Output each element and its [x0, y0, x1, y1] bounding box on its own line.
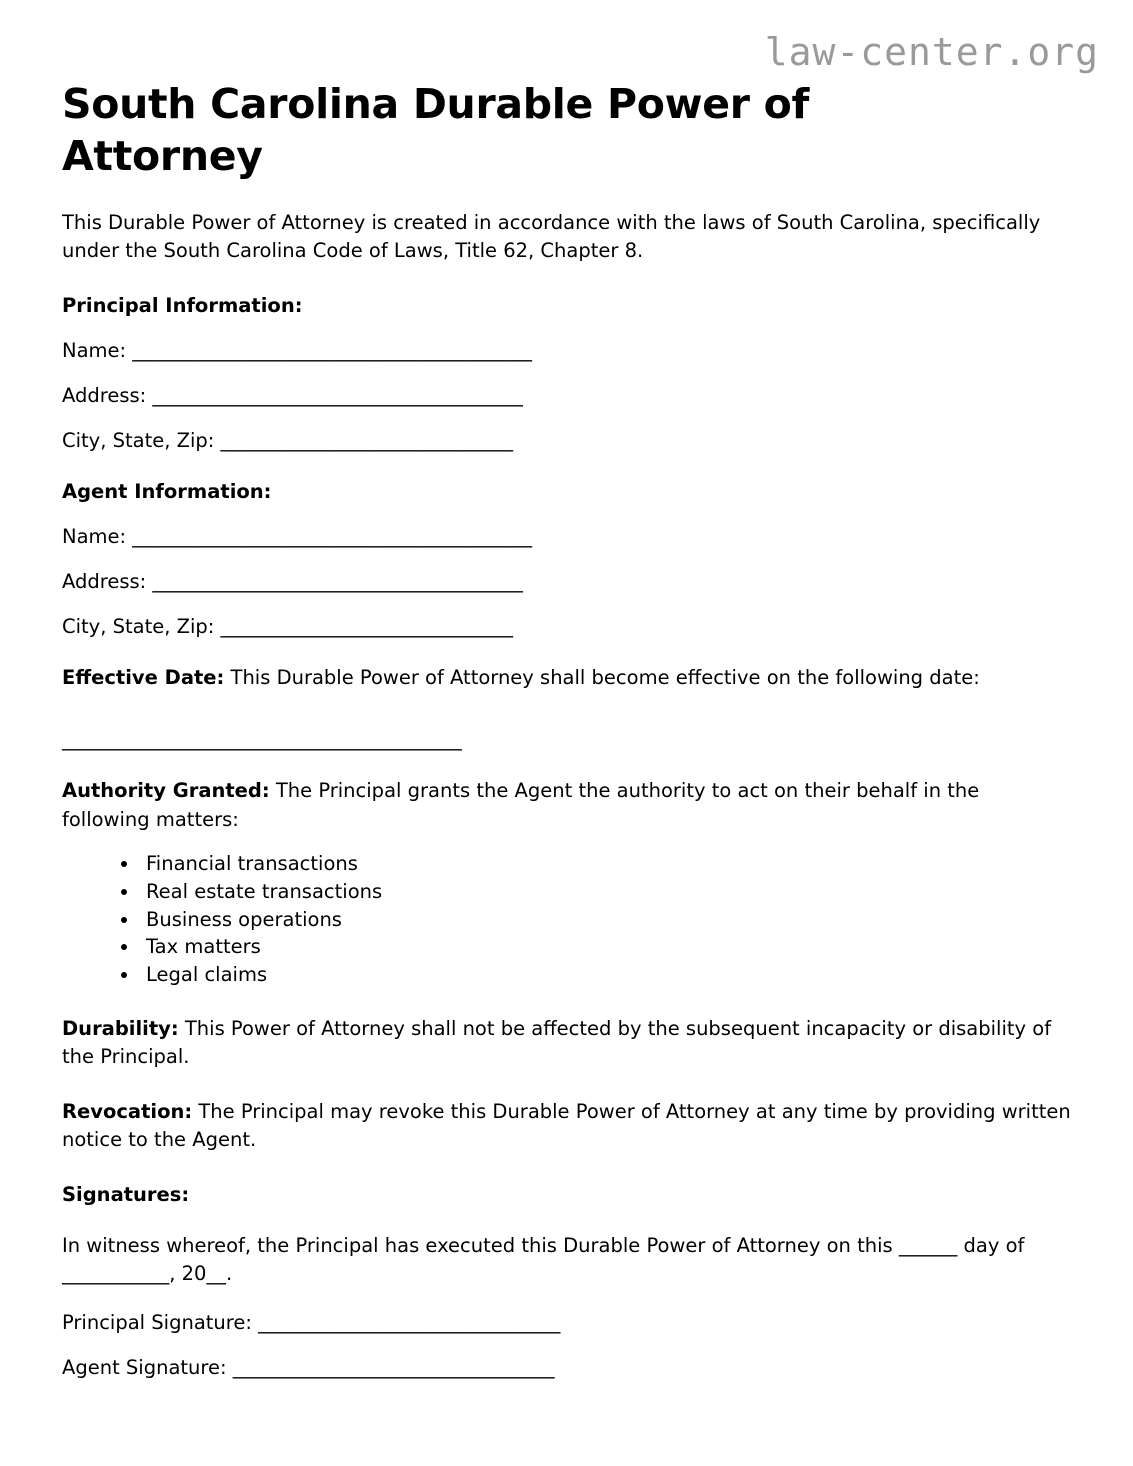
list-item: • Legal claims	[140, 961, 1071, 989]
list-item: • Business operations	[140, 906, 1071, 934]
list-item: • Tax matters	[140, 933, 1071, 961]
principal-address-field: Address: ______________________________________	[62, 383, 523, 407]
principal-signature-field: Principal Signature: _______________________________	[62, 1310, 561, 1334]
witness-paragraph: In witness whereof, the Principal has executed this Durable Power of Attorney on this ______ day of ___________, 20__.	[62, 1233, 1025, 1286]
agent-signature-field: Agent Signature: _________________________________	[62, 1355, 555, 1379]
signatures-heading: Signatures:	[62, 1182, 190, 1206]
intro-paragraph: This Durable Power of Attorney is created in accordance with the laws of South Carolina, specifically under the South Carolina Code of Laws, Title 62, Chapter 8.	[62, 210, 1041, 263]
list-item: • Financial transactions	[140, 850, 1071, 878]
agent-city-state-zip-field: City, State, Zip: ______________________________	[62, 614, 514, 638]
authority-matters-list	[62, 850, 1071, 988]
revocation-label: Revocation:	[62, 1099, 193, 1123]
effective-date-text: This Durable Power of Attorney shall become effective on the following date:	[224, 665, 980, 689]
authority-granted-label: Authority Granted:	[62, 779, 270, 803]
authority-granted-paragraph	[62, 777, 1071, 834]
durability-label: Durability:	[62, 1016, 179, 1040]
durability-text: This Power of Attorney shall not be affected by the subsequent incapacity or disability of the Principal.	[62, 1016, 1052, 1069]
agent-name-field: Name: _________________________________________	[62, 524, 533, 548]
site-watermark: law-center.org	[764, 30, 1099, 74]
principal-city-state-zip-field: City, State, Zip: ______________________________	[62, 428, 514, 452]
effective-date-label: Effective Date:	[62, 665, 225, 689]
agent-address-field: Address: ______________________________________	[62, 569, 523, 593]
revocation-paragraph	[62, 1098, 1071, 1155]
effective-date-paragraph	[62, 664, 1071, 692]
page-title: South Carolina Durable Power of Attorney	[62, 80, 810, 181]
list-item: • Real estate transactions	[140, 878, 1071, 906]
agent-information-heading: Agent Information:	[62, 479, 272, 503]
revocation-text: The Principal may revoke this Durable Power of Attorney at any time by providing written notice to the Agent.	[62, 1099, 1071, 1152]
effective-date-blank: _________________________________________	[62, 728, 462, 752]
authority-granted-text: The Principal grants the Agent the authority to act on their behalf in the following matters:	[62, 779, 980, 831]
principal-name-field: Name: _________________________________________	[62, 338, 533, 362]
principal-information-heading: Principal Information:	[62, 293, 303, 317]
durability-paragraph	[62, 1015, 1071, 1072]
